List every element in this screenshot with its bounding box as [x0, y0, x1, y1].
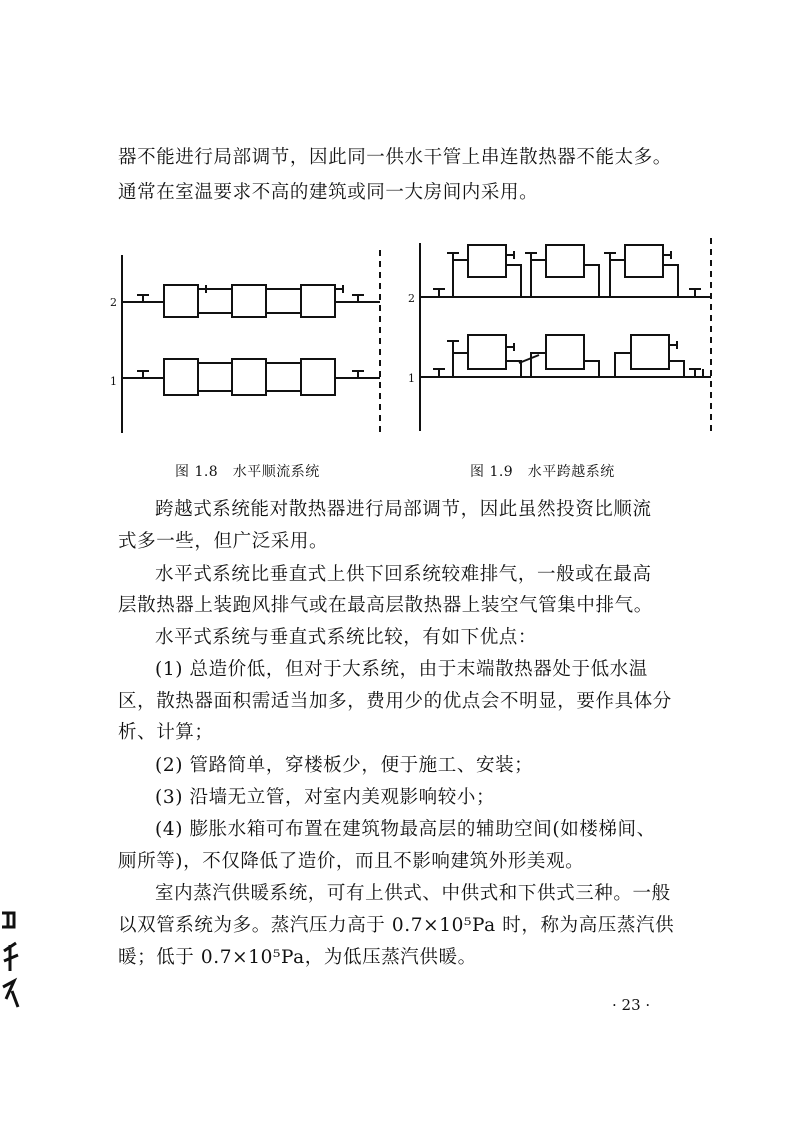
text-line: (1) 总造价低，但对于大系统，由于末端散热器处于低水温 [155, 659, 648, 680]
floor-label: 2 [110, 296, 117, 309]
text-line: 室内蒸汽供暖系统，可有上供式、中供式和下供式三种。一般 [155, 883, 671, 904]
text-line: 层散热器上装跑风排气或在最高层散热器上装空气管集中排气。 [118, 595, 653, 616]
text-line: (4) 膨胀水箱可布置在建筑物最高层的辅助空间(如楼梯间、 [155, 819, 656, 840]
figure-1-9-diagram [403, 235, 723, 435]
text-line: 区，散热器面积需适当加多，费用少的优点会不明显，要作具体分 [118, 691, 672, 712]
floor-label: 1 [110, 375, 117, 388]
text-line: 水平式系统与垂直式系统比较，有如下优点： [155, 627, 538, 648]
figure-caption: 图 1.8 水平顺流系统 [175, 464, 320, 480]
figure-1-8-diagram [108, 245, 398, 440]
text-line: 暖；低于 0.7×10⁵Pa，为低压蒸汽供暖。 [118, 947, 477, 968]
radiator [468, 245, 506, 277]
text-line: 通常在室温要求不高的建筑或同一大房间内采用。 [118, 182, 539, 203]
radiator [546, 245, 584, 277]
scan-margin-artifact [0, 905, 30, 1015]
text-line: 析、计算； [118, 722, 214, 743]
text-line: 式多一些，但广泛采用。 [118, 531, 329, 552]
radiator [546, 335, 584, 369]
radiator [232, 359, 266, 395]
text-line: 跨越式系统能对散热器进行局部调节，因此虽然投资比顺流 [155, 499, 652, 520]
floor-label: 2 [408, 292, 415, 305]
text-line: 水平式系统比垂直式上供下回系统较难排气，一般或在最高 [155, 564, 652, 585]
radiator [301, 285, 335, 317]
figure-caption: 图 1.9 水平跨越系统 [470, 464, 615, 480]
radiator [625, 245, 663, 277]
text-line: 厕所等)，不仅降低了造价，而且不影响建筑外形美观。 [118, 851, 585, 872]
floor-label: 1 [408, 372, 415, 385]
radiator [468, 335, 506, 369]
radiator [631, 335, 669, 369]
text-line: 以双管系统为多。蒸汽压力高于 0.7×10⁵Pa 时，称为高压蒸汽供 [118, 915, 675, 936]
radiator [164, 359, 198, 395]
text-line: (2) 管路简单，穿楼板少，便于施工、安装； [155, 755, 534, 776]
radiator [301, 359, 335, 395]
radiator [232, 285, 266, 317]
radiator [164, 285, 198, 317]
text-line: (3) 沿墙无立管，对室内美观影响较小； [155, 787, 496, 808]
page-number: · 23 · [612, 996, 651, 1014]
text-line: 器不能进行局部调节，因此同一供水干管上串连散热器不能太多。 [118, 147, 672, 168]
